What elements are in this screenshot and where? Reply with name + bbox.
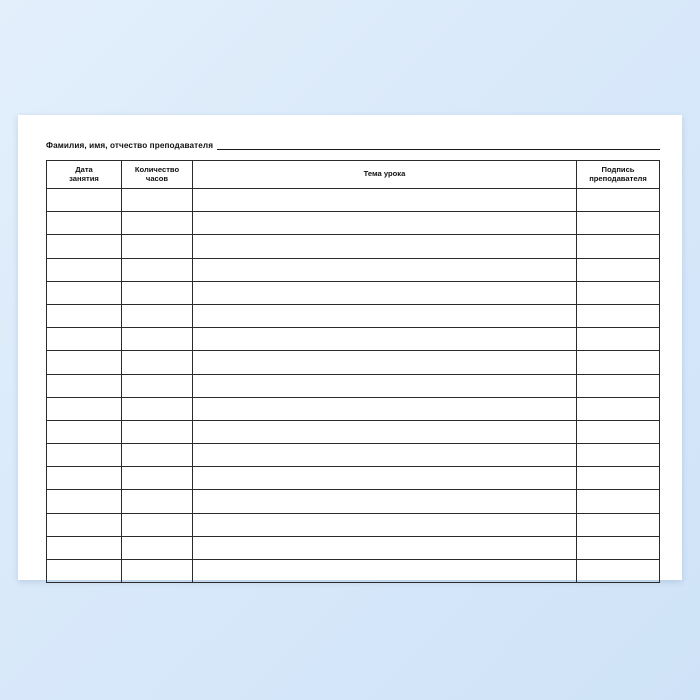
cell-signature[interactable] <box>577 212 660 235</box>
table-row <box>47 212 660 235</box>
cell-signature[interactable] <box>577 397 660 420</box>
cell-hours[interactable] <box>122 235 193 258</box>
cell-date[interactable] <box>47 513 122 536</box>
table-row <box>47 351 660 374</box>
cell-date[interactable] <box>47 420 122 443</box>
cell-hours[interactable] <box>122 397 193 420</box>
cell-hours[interactable] <box>122 490 193 513</box>
cell-date[interactable] <box>47 467 122 490</box>
cell-signature[interactable] <box>577 513 660 536</box>
cell-signature[interactable] <box>577 304 660 327</box>
cell-signature[interactable] <box>577 467 660 490</box>
cell-topic[interactable] <box>193 281 577 304</box>
table-row <box>47 281 660 304</box>
table-row <box>47 189 660 212</box>
cell-signature[interactable] <box>577 258 660 281</box>
cell-hours[interactable] <box>122 444 193 467</box>
cell-date[interactable] <box>47 536 122 559</box>
cell-signature[interactable] <box>577 490 660 513</box>
table-body <box>47 189 660 583</box>
column-header-signature: Подпись преподавателя <box>577 161 660 189</box>
cell-date[interactable] <box>47 258 122 281</box>
cell-topic[interactable] <box>193 351 577 374</box>
cell-signature[interactable] <box>577 281 660 304</box>
column-header-hours: Количество часов <box>122 161 193 189</box>
cell-date[interactable] <box>47 328 122 351</box>
cell-hours[interactable] <box>122 351 193 374</box>
cell-signature[interactable] <box>577 420 660 443</box>
cell-date[interactable] <box>47 189 122 212</box>
table-row <box>47 467 660 490</box>
cell-hours[interactable] <box>122 420 193 443</box>
cell-topic[interactable] <box>193 374 577 397</box>
cell-date[interactable] <box>47 490 122 513</box>
table-row <box>47 420 660 443</box>
cell-topic[interactable] <box>193 397 577 420</box>
cell-signature[interactable] <box>577 536 660 559</box>
lesson-journal-table <box>46 160 660 583</box>
cell-signature[interactable] <box>577 235 660 258</box>
sheet-content <box>46 140 660 583</box>
cell-signature[interactable] <box>577 351 660 374</box>
cell-date[interactable] <box>47 374 122 397</box>
cell-date[interactable] <box>47 281 122 304</box>
cell-signature[interactable] <box>577 560 660 583</box>
table-row <box>47 258 660 281</box>
cell-signature[interactable] <box>577 328 660 351</box>
cell-topic[interactable] <box>193 304 577 327</box>
cell-topic[interactable] <box>193 189 577 212</box>
cell-topic[interactable] <box>193 444 577 467</box>
cell-topic[interactable] <box>193 490 577 513</box>
cell-date[interactable] <box>47 444 122 467</box>
cell-topic[interactable] <box>193 328 577 351</box>
table-row <box>47 444 660 467</box>
teacher-name-line <box>46 140 660 150</box>
table-row <box>47 513 660 536</box>
table-header <box>47 161 660 189</box>
cell-topic[interactable] <box>193 536 577 559</box>
cell-hours[interactable] <box>122 212 193 235</box>
cell-hours[interactable] <box>122 513 193 536</box>
column-header-topic: Тема урока <box>193 161 577 189</box>
cell-topic[interactable] <box>193 212 577 235</box>
cell-hours[interactable] <box>122 374 193 397</box>
cell-signature[interactable] <box>577 444 660 467</box>
cell-topic[interactable] <box>193 235 577 258</box>
cell-date[interactable] <box>47 351 122 374</box>
cell-topic[interactable] <box>193 560 577 583</box>
cell-topic[interactable] <box>193 467 577 490</box>
cell-hours[interactable] <box>122 467 193 490</box>
cell-date[interactable] <box>47 560 122 583</box>
table-row <box>47 560 660 583</box>
cell-date[interactable] <box>47 397 122 420</box>
cell-hours[interactable] <box>122 536 193 559</box>
cell-topic[interactable] <box>193 420 577 443</box>
teacher-name-input[interactable] <box>217 140 660 150</box>
table-row <box>47 536 660 559</box>
cell-signature[interactable] <box>577 189 660 212</box>
table-row <box>47 235 660 258</box>
cell-date[interactable] <box>47 304 122 327</box>
cell-hours[interactable] <box>122 560 193 583</box>
cell-date[interactable] <box>47 235 122 258</box>
table-row <box>47 304 660 327</box>
cell-hours[interactable] <box>122 328 193 351</box>
column-header-date: Дата занятия <box>47 161 122 189</box>
cell-topic[interactable] <box>193 258 577 281</box>
cell-hours[interactable] <box>122 189 193 212</box>
document-sheet <box>18 115 682 580</box>
cell-hours[interactable] <box>122 281 193 304</box>
table-row <box>47 490 660 513</box>
table-row <box>47 397 660 420</box>
table-header-row <box>47 161 660 189</box>
teacher-name-label: Фамилия, имя, отчество преподавателя <box>46 141 214 150</box>
cell-date[interactable] <box>47 212 122 235</box>
cell-signature[interactable] <box>577 374 660 397</box>
cell-hours[interactable] <box>122 258 193 281</box>
cell-topic[interactable] <box>193 513 577 536</box>
table-row <box>47 328 660 351</box>
cell-hours[interactable] <box>122 304 193 327</box>
table-row <box>47 374 660 397</box>
